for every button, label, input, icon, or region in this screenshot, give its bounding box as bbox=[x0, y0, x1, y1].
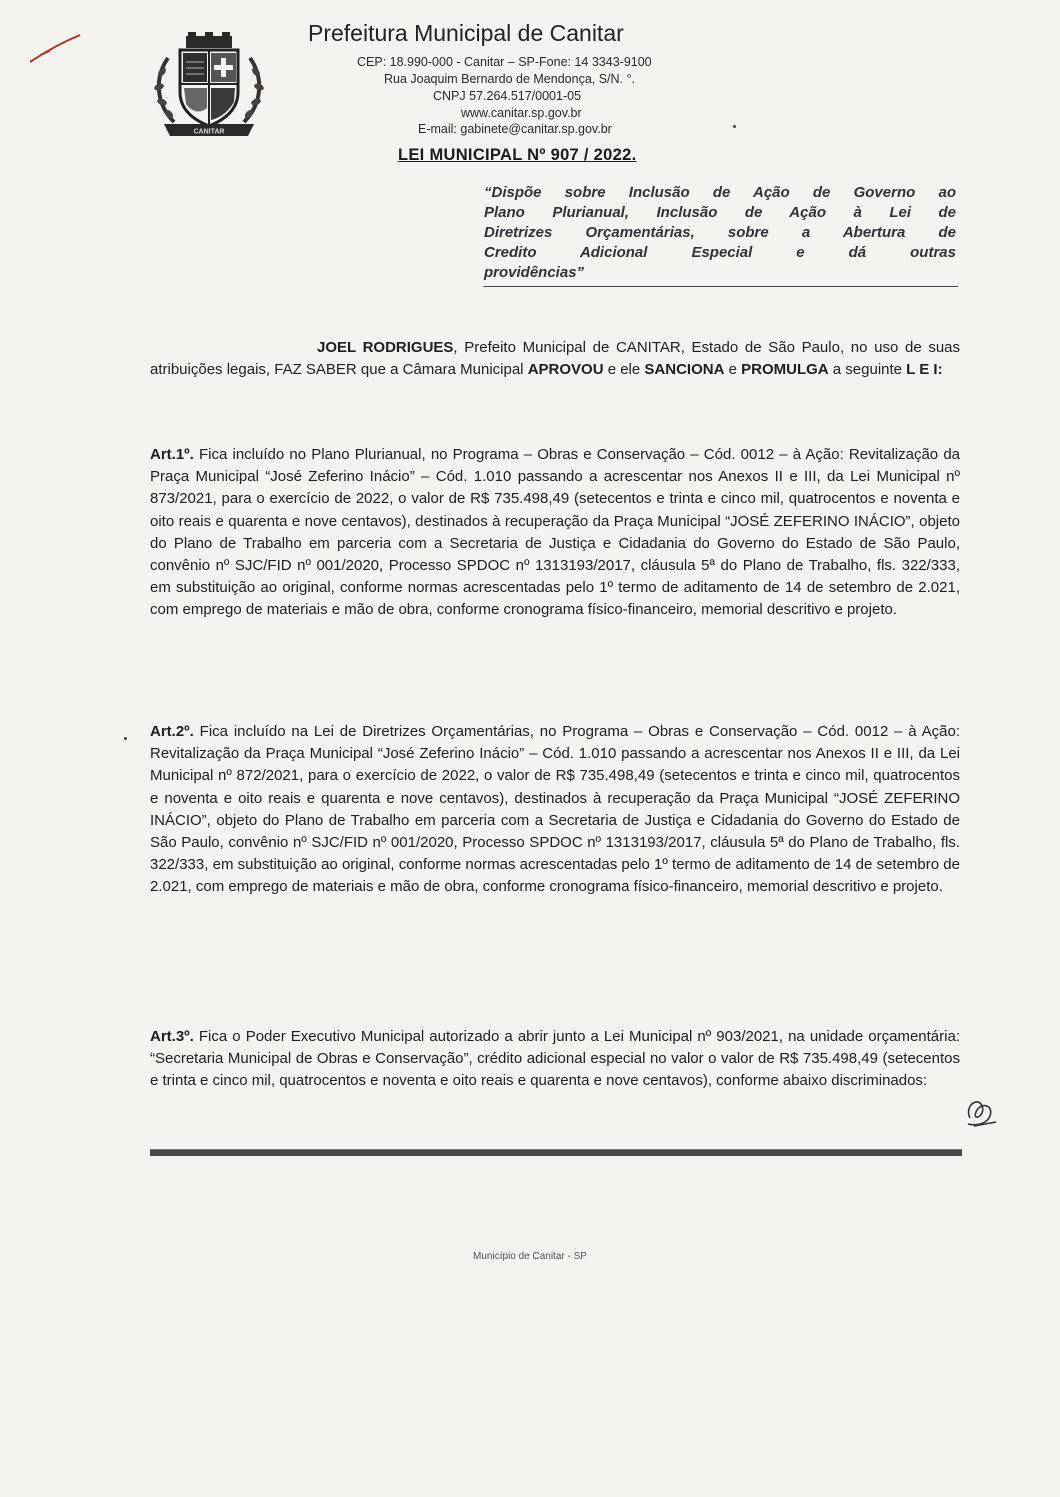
ementa-line: “Dispõe sobre Inclusão de Ação de Governo ao bbox=[484, 184, 956, 201]
article-3 bbox=[150, 1026, 960, 1093]
article-text: Fica incluído na Lei de Diretrizes Orçamentárias, no Programa – Obras e Conservação – Cód. 0012 – à Ação: Revitalização da Praça Municipal “José Zeferino Inácio” – Cód. 1.010 passando a acrescentar nos Anexos II e III, da Lei Municipal nº 872/2021, para o exercício de 2022, o valor de R$ 735.498,49 (setecentos e trinta e cinco mil, quatrocentos e noventa e oito reais e quarenta e nove centavos), destinados à recuperação da Praça Municipal “JOSÉ ZEFERINO INÁCIO”, objeto do Plano de Trabalho em parceria com a Secretaria de Justiça e Cidadania do Governo do Estado de São Paulo, convênio nº SJC/FID nº 001/2020, Processo SPDOC nº 1313193/2017, cláusula 5ª do Plano de Trabalho, fls. 322/333, em substituição ao original, conforme normas acrescentadas pelo 1º termo de aditamento de 14 de setembro de 2.021, com emprego de materiais e mão de obra, conforme cronograma físico-financeiro, memorial descritivo e projeto. bbox=[150, 723, 960, 896]
ementa bbox=[484, 183, 956, 283]
article-label: Art.1º. bbox=[150, 446, 194, 463]
scan-speck bbox=[733, 125, 736, 128]
footer-rule bbox=[150, 1149, 962, 1156]
address-line: Rua Joaquim Bernardo de Mendonça, S/N. °. bbox=[384, 72, 635, 86]
preamble-text: , Prefeito Municipal de CANITAR, Estado de São Paulo, no uso de suas atribuições legais, FAZ SABER que a Câmara Municipal bbox=[150, 339, 961, 379]
article-text: Fica incluído no Plano Plurianual, no Programa – Obras e Conservação – Cód. 0012 – à Ação: Revitalização da Praça Municipal “José Zeferino Inácio” – Cód. 1.010 passando a acrescentar nos Anexos II e III, da Lei Municipal nº 873/2021, para o exercício de 2022, o valor de R$ 735.498,49 (setecentos e trinta e cinco mil, quatrocentos e noventa e oito reais e quarenta e nove centavos), destinados à recuperação da Praça Municipal “JOSÉ ZEFERINO INÁCIO”, objeto do Plano de Trabalho em parceria com a Secretaria de Justiça e Cidadania do Governo do Estado de São Paulo, convênio nº SJC/FID nº 001/2020, Processo SPDOC nº 1313193/2017, cláusula 5ª do Plano de Trabalho, fls. 322/333, em substituição ao original, conforme normas acrescentadas pelo 1º termo de aditamento de 14 de setembro de 2.021, com emprego de materiais e mão de obra, conforme cronograma físico-financeiro, memorial descritivo e projeto. bbox=[150, 446, 960, 619]
article-text: Fica o Poder Executivo Municipal autorizado a abrir junto a Lei Municipal nº 903/2021, na unidade orçamentária: “Secretaria Municipal de Obras e Conservação”, crédito adicional especial no valor o valor de R$ 735.498,49 (setecentos e trinta e cinco mil, quatrocentos e noventa e oito reais e quarenta e nove centavos), conforme abaixo discriminados: bbox=[150, 1028, 960, 1090]
preamble-promulgates: PROMULGA bbox=[741, 361, 829, 379]
law-title: LEI MUNICIPAL Nº 907 / 2022. bbox=[398, 146, 637, 164]
ementa-line: Diretrizes Orçamentárias, sobre a Abertura de bbox=[484, 224, 956, 241]
scan-speck bbox=[124, 737, 127, 740]
crest-banner-text: CANITAR bbox=[193, 128, 225, 136]
preamble-text: a seguinte bbox=[828, 361, 907, 379]
preamble-sanctions: SANCIONA bbox=[644, 361, 725, 379]
ementa-line: Plano Plurianual, Inclusão de Ação à Lei de bbox=[484, 204, 956, 221]
article-label: Art.3º. bbox=[150, 1028, 194, 1045]
institution-title: Prefeitura Municipal de Canitar bbox=[308, 20, 624, 46]
article-2 bbox=[150, 721, 960, 899]
ementa-rule bbox=[484, 286, 958, 287]
preamble-paragraph bbox=[150, 337, 960, 381]
ementa-line: providências” bbox=[484, 264, 585, 281]
ementa-line: Credito Adicional Especial e dá outras bbox=[484, 244, 956, 261]
preamble-text: e bbox=[724, 361, 742, 379]
municipal-crest-icon bbox=[150, 32, 268, 140]
preamble-approved: APROVOU bbox=[527, 361, 604, 379]
article-label: Art.2º. bbox=[150, 723, 194, 740]
handwritten-initials bbox=[960, 1092, 1000, 1132]
pen-mark bbox=[28, 32, 82, 66]
cnpj-line: CNPJ 57.264.517/0001-05 bbox=[433, 89, 582, 103]
preamble-text: e ele bbox=[603, 361, 645, 379]
website-line: www.canitar.sp.gov.br bbox=[461, 106, 582, 120]
preamble-lei: L E I: bbox=[906, 361, 943, 379]
cep-phone-line: CEP: 18.990-000 - Canitar – SP-Fone: 14 3343-9100 bbox=[357, 55, 652, 69]
email-line: E-mail: gabinete@canitar.sp.gov.br bbox=[418, 122, 612, 136]
article-1 bbox=[150, 444, 960, 622]
mayor-name: JOEL RODRIGUES bbox=[317, 339, 454, 356]
footer-text: Município de Canitar - SP bbox=[473, 1251, 587, 1262]
